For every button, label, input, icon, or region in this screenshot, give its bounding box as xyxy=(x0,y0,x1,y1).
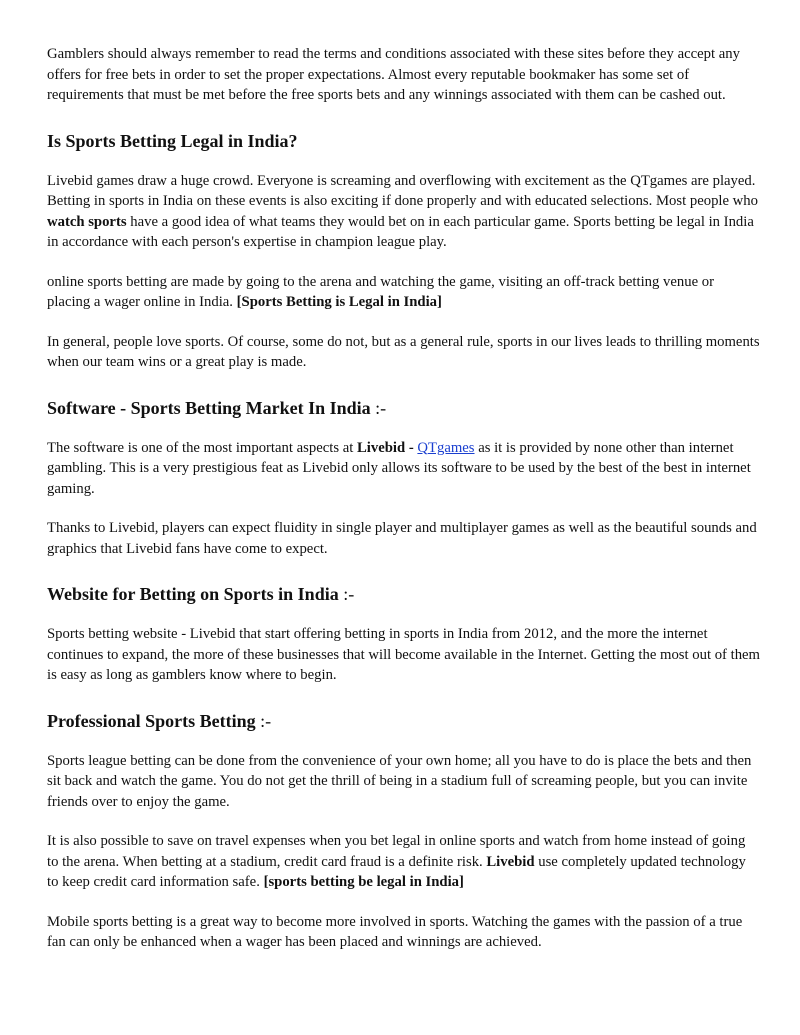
paragraph-mobile: Mobile sports betting is a great way to become more involved in sports. Watching the games with the passion of a true fan can only be enhanced when a wager has been placed and winnings are achieved. xyxy=(47,913,743,950)
bold-watch-sports: watch sports xyxy=(47,213,127,230)
paragraph-website: Sports betting website - Livebid that start offering betting in sports in India from 2012, and the more the internet continues to expand, the more of these businesses that will become available in the Internet. Getting the most out of them is easy as long as gamblers know where to begin. xyxy=(47,626,760,683)
section-heading-legal: Is Sports Betting Legal in India? xyxy=(47,130,298,151)
paragraph-software xyxy=(47,438,760,500)
paragraph-love-sports: In general, people love sports. Of course, some do not, but as a general rule, sports in our lives leads to thrilling moments when our team wins or a great play is made. xyxy=(47,333,760,370)
text-run: as it is provided by none other than internet gambling. This is a very prestigious feat as Livebid only allows its software to be used by the best of the best in internet gaming. xyxy=(47,439,751,497)
heading-suffix: :- xyxy=(255,710,272,731)
paragraph-travel xyxy=(47,831,760,893)
heading-suffix: :- xyxy=(370,397,387,418)
heading-suffix: :- xyxy=(338,584,355,604)
bold-livebid: Livebid - xyxy=(357,439,418,456)
bold-livebid: Livebid xyxy=(486,853,535,870)
text-run: Livebid games draw a huge crowd. Everyone is screaming and overflowing with excitement as the QTgames are played. Betting in sports in India on these events is also exciting if done properly and with educated selections. Most people who xyxy=(47,172,758,209)
text-run: have a good idea of what teams they would bet on in each particular game. Sports betting be legal in India in accordance with each person's expertise in champion league play. xyxy=(47,213,754,250)
text-run: use completely updated technology to keep credit card information safe. xyxy=(47,853,746,890)
heading-text: Professional Sports Betting xyxy=(47,710,256,731)
paragraph-fluidity: Thanks to Livebid, players can expect fluidity in single player and multiplayer games as well as the beautiful sounds and graphics that Livebid fans have come to expect. xyxy=(47,520,757,557)
paragraph-online-betting xyxy=(47,272,760,313)
bold-legal-tag: [sports betting be legal in India] xyxy=(263,874,464,890)
section-heading-professional xyxy=(47,710,760,732)
text-run: The software is one of the most important aspects at xyxy=(47,439,357,456)
section-heading-website xyxy=(47,583,760,605)
text-run: It is also possible to save on travel expenses when you bet legal in online sports and watch from home instead of going to the arena. When betting at a stadium, credit card fraud is a definite risk. xyxy=(47,833,746,870)
bold-legal-tag: [Sports Betting is Legal in India] xyxy=(236,294,442,310)
section-heading-software xyxy=(47,397,760,419)
qtgames-link[interactable]: QTgames xyxy=(417,439,475,456)
heading-text: Software - Sports Betting Market In India xyxy=(47,397,371,418)
intro-paragraph: Gamblers should always remember to read the terms and conditions associated with these sites before they accept any offers for free bets in order to set the proper expectations. Almost every reputable bookmaker has some set of requirements that must be met before the free sports bets and any winnings associated with them can be cashed out. xyxy=(47,46,740,103)
heading-text: Website for Betting on Sports in India xyxy=(47,584,339,604)
text-run: online sports betting are made by going to the arena and watching the game, visiting an off-track betting venue or placing a wager online in India. xyxy=(47,273,714,310)
paragraph-crowd xyxy=(47,171,760,253)
paragraph-league-betting: Sports league betting can be done from the convenience of your own home; all you have to do is place the bets and then sit back and watch the game. You do not get the thrill of being in a stadium full of screaming people, but you can invite friends over to enjoy the game. xyxy=(47,752,752,810)
